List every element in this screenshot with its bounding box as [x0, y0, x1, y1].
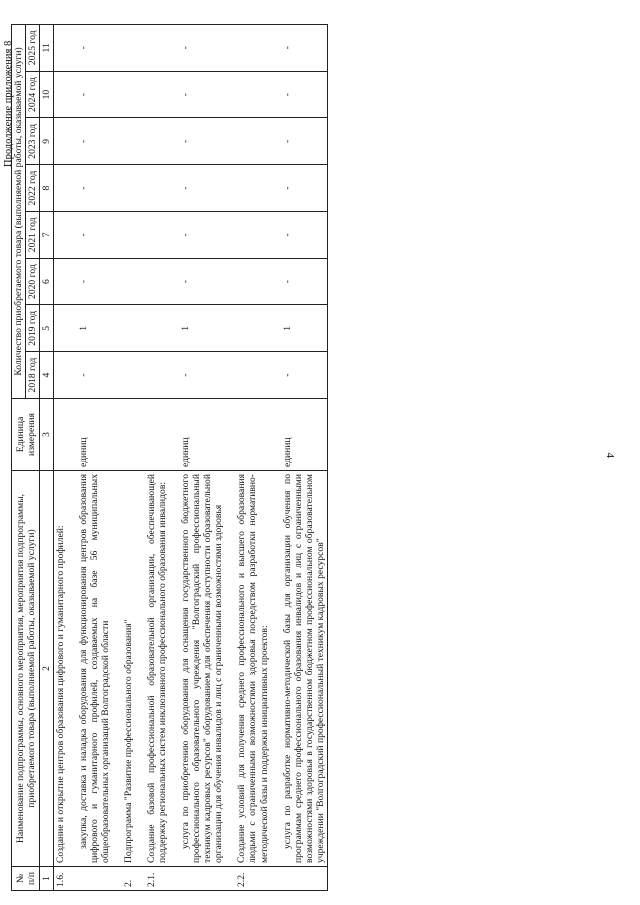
spacer-cell	[112, 867, 122, 891]
row-year-value	[122, 24, 135, 71]
spacer-cell	[225, 867, 235, 891]
row-year-value	[235, 165, 270, 212]
row-year-value	[145, 352, 169, 399]
spacer-cell	[67, 165, 77, 212]
spacer-cell	[225, 399, 235, 471]
row-year-value	[54, 118, 68, 165]
spacer-cell	[67, 71, 77, 118]
spacer-cell	[271, 352, 281, 399]
row-number	[179, 867, 225, 891]
spacer-cell	[169, 212, 179, 259]
row-year-value	[235, 258, 270, 305]
row-year-value	[122, 71, 135, 118]
row-number	[281, 867, 328, 891]
header-year: 2022 год	[26, 165, 40, 212]
row-year-value	[235, 305, 270, 352]
row-spacer	[169, 24, 179, 890]
spacer-cell	[225, 305, 235, 352]
column-number: 6	[40, 258, 54, 305]
spacer-cell	[135, 258, 145, 305]
spacer-cell	[135, 399, 145, 471]
row-year-value: -	[77, 258, 112, 305]
spacer-cell	[112, 352, 122, 399]
row-year-value	[54, 305, 68, 352]
row-year-value	[145, 212, 169, 259]
row-year-value	[54, 258, 68, 305]
spacer-cell	[169, 118, 179, 165]
header-name: Наименование подпрограммы, основного мероприятия, мероприятия подпрограммы, приобретаемого товара (выполняемой работы, оказываемой услуги)	[12, 471, 40, 867]
spacer-cell	[112, 258, 122, 305]
table-row	[122, 24, 135, 890]
column-number: 7	[40, 212, 54, 259]
spacer-cell	[225, 258, 235, 305]
row-year-value: -	[281, 71, 328, 118]
column-number: 11	[40, 24, 54, 71]
row-number: 1.6.	[54, 867, 68, 891]
row-name: услуга по разработке нормативно-методической базы для организации обучения по программам среднего профессионального образования инвалидов и лиц с ограниченными возможностями здоровья в государственном бюджетном профессиональном образовательном учреждении "Волгоградский профессиональный техникум кадровых ресурсов"	[281, 471, 328, 867]
row-number	[77, 867, 112, 891]
row-year-value: -	[77, 71, 112, 118]
spacer-cell	[271, 212, 281, 259]
spacer-cell	[112, 165, 122, 212]
spacer-cell	[169, 867, 179, 891]
spacer-cell	[271, 258, 281, 305]
spacer-cell	[135, 867, 145, 891]
spacer-cell	[67, 352, 77, 399]
column-number: 3	[40, 399, 54, 471]
row-year-value	[235, 71, 270, 118]
row-spacer	[135, 24, 145, 890]
header-quantity: Количество приобретаемого товара (выполняемой работы, оказываемой услуги)	[12, 24, 26, 398]
spacer-cell	[225, 24, 235, 71]
row-unit	[122, 399, 135, 471]
spacer-cell	[135, 471, 145, 867]
spacer-cell	[271, 71, 281, 118]
row-year-value	[235, 352, 270, 399]
row-year-value	[235, 24, 270, 71]
spacer-cell	[169, 71, 179, 118]
spacer-cell	[67, 258, 77, 305]
row-name: Создание и открытие центров образования цифрового и гуманитарного профилей:	[54, 471, 68, 867]
row-spacer	[112, 24, 122, 890]
row-year-value	[145, 165, 169, 212]
spacer-cell	[112, 305, 122, 352]
row-year-value: -	[281, 24, 328, 71]
spacer-cell	[135, 352, 145, 399]
row-spacer	[67, 24, 77, 890]
column-number: 4	[40, 352, 54, 399]
row-year-value: -	[77, 165, 112, 212]
row-year-value: -	[179, 118, 225, 165]
spacer-cell	[67, 471, 77, 867]
row-number: 2.2.	[235, 867, 270, 891]
row-year-value: -	[281, 212, 328, 259]
row-year-value	[145, 71, 169, 118]
spacer-cell	[271, 24, 281, 71]
spacer-cell	[271, 471, 281, 867]
row-year-value	[122, 165, 135, 212]
row-year-value: -	[281, 165, 328, 212]
spacer-cell	[112, 24, 122, 71]
spacer-cell	[135, 71, 145, 118]
row-year-value: -	[77, 24, 112, 71]
header-year: 2025 год	[26, 24, 40, 71]
row-unit	[235, 399, 270, 471]
row-year-value: -	[77, 352, 112, 399]
spacer-cell	[67, 305, 77, 352]
row-year-value	[145, 24, 169, 71]
row-year-value	[54, 212, 68, 259]
spacer-cell	[135, 165, 145, 212]
spacer-cell	[112, 471, 122, 867]
row-year-value: -	[179, 352, 225, 399]
table-row	[179, 24, 225, 890]
appendix-table	[11, 24, 328, 891]
spacer-cell	[225, 71, 235, 118]
row-year-value	[54, 165, 68, 212]
spacer-cell	[67, 212, 77, 259]
spacer-cell	[271, 867, 281, 891]
spacer-cell	[271, 165, 281, 212]
row-year-value: -	[179, 212, 225, 259]
row-year-value	[145, 118, 169, 165]
continuation-note: Продолжение приложения 8	[3, 40, 14, 167]
column-number: 10	[40, 71, 54, 118]
row-year-value: 1	[77, 305, 112, 352]
row-year-value: -	[77, 118, 112, 165]
row-year-value	[235, 212, 270, 259]
spacer-cell	[271, 118, 281, 165]
spacer-cell	[271, 305, 281, 352]
row-year-value	[122, 352, 135, 399]
spacer-cell	[169, 305, 179, 352]
table-row	[235, 24, 270, 890]
spacer-cell	[67, 118, 77, 165]
row-unit: единиц	[77, 399, 112, 471]
table-row	[281, 24, 328, 890]
spacer-cell	[112, 118, 122, 165]
row-spacer	[271, 24, 281, 890]
row-year-value	[145, 258, 169, 305]
header-number: № п/п	[12, 867, 40, 891]
row-year-value: -	[77, 212, 112, 259]
row-year-value	[122, 118, 135, 165]
row-unit	[54, 399, 68, 471]
row-number: 2.	[122, 867, 135, 891]
spacer-cell	[112, 399, 122, 471]
spacer-cell	[225, 212, 235, 259]
header-year: 2021 год	[26, 212, 40, 259]
row-year-value	[235, 118, 270, 165]
spacer-cell	[169, 165, 179, 212]
row-year-value	[145, 305, 169, 352]
spacer-cell	[169, 399, 179, 471]
row-spacer	[225, 24, 235, 890]
table-row	[54, 24, 68, 890]
spacer-cell	[169, 24, 179, 71]
row-year-value	[54, 71, 68, 118]
row-year-value: -	[281, 352, 328, 399]
row-year-value: -	[281, 118, 328, 165]
spacer-cell	[169, 258, 179, 305]
spacer-cell	[135, 212, 145, 259]
row-year-value	[122, 212, 135, 259]
table-row	[77, 24, 112, 890]
row-unit: единиц	[281, 399, 328, 471]
spacer-cell	[67, 399, 77, 471]
spacer-cell	[135, 118, 145, 165]
row-name: Создание базовой профессиональной образовательной организации, обеспечивающей поддержку региональных систем инклюзивного профессионального образования инвалидов:	[145, 471, 169, 867]
column-number: 1	[40, 867, 54, 891]
spacer-cell	[225, 352, 235, 399]
row-unit	[145, 399, 169, 471]
row-name: Создание условий для получения среднего профессионального и высшего образования людьми с ограниченными возможностями здоровья посредством разработки нормативно-методической базы и поддержки инициативных проектов:	[235, 471, 270, 867]
spacer-cell	[135, 305, 145, 352]
row-name: Подпрограмма "Развитие профессионального образования"	[122, 471, 135, 867]
header-unit: Единица измерения	[12, 399, 40, 471]
spacer-cell	[112, 71, 122, 118]
spacer-cell	[169, 471, 179, 867]
header-year: 2023 год	[26, 118, 40, 165]
spacer-cell	[135, 24, 145, 71]
column-number: 5	[40, 305, 54, 352]
column-number: 8	[40, 165, 54, 212]
page-number: 4	[604, 452, 616, 458]
row-unit: единиц	[179, 399, 225, 471]
row-year-value: -	[179, 165, 225, 212]
row-year-value: -	[179, 24, 225, 71]
column-number: 2	[40, 471, 54, 867]
table-body	[54, 24, 328, 890]
row-year-value: -	[179, 258, 225, 305]
row-year-value: 1	[179, 305, 225, 352]
row-number: 2.1.	[145, 867, 169, 891]
row-year-value	[54, 352, 68, 399]
row-year-value	[122, 258, 135, 305]
header-year: 2020 год	[26, 258, 40, 305]
spacer-cell	[67, 867, 77, 891]
spacer-cell	[271, 399, 281, 471]
spacer-cell	[225, 471, 235, 867]
header-year: 2019 год	[26, 305, 40, 352]
spacer-cell	[112, 212, 122, 259]
spacer-cell	[169, 352, 179, 399]
row-name: услуга по приобретению оборудования для оснащения государственного бюджетного профессионального образовательного учреждения "Волгоградский профессиональный техникум кадровых ресурсов" оборудованием для обеспечения доступности образовательной организации для обучения инвалидов и лиц с ограниченными возможностями здоровья	[179, 471, 225, 867]
header-year: 2018 год	[26, 352, 40, 399]
row-year-value	[122, 305, 135, 352]
spacer-cell	[225, 165, 235, 212]
header-year: 2024 год	[26, 71, 40, 118]
column-number: 9	[40, 118, 54, 165]
row-year-value: -	[281, 258, 328, 305]
spacer-cell	[67, 24, 77, 71]
spacer-cell	[225, 118, 235, 165]
row-year-value: 1	[281, 305, 328, 352]
table-row	[145, 24, 169, 890]
row-name: закупка, доставка и наладка оборудования для функционирования центров образования цифрового и гуманитарного профилей, создаваемых на базе 56 муниципальных общеобразовательных организаций Волгоградской области	[77, 471, 112, 867]
row-year-value	[54, 24, 68, 71]
row-year-value: -	[179, 71, 225, 118]
